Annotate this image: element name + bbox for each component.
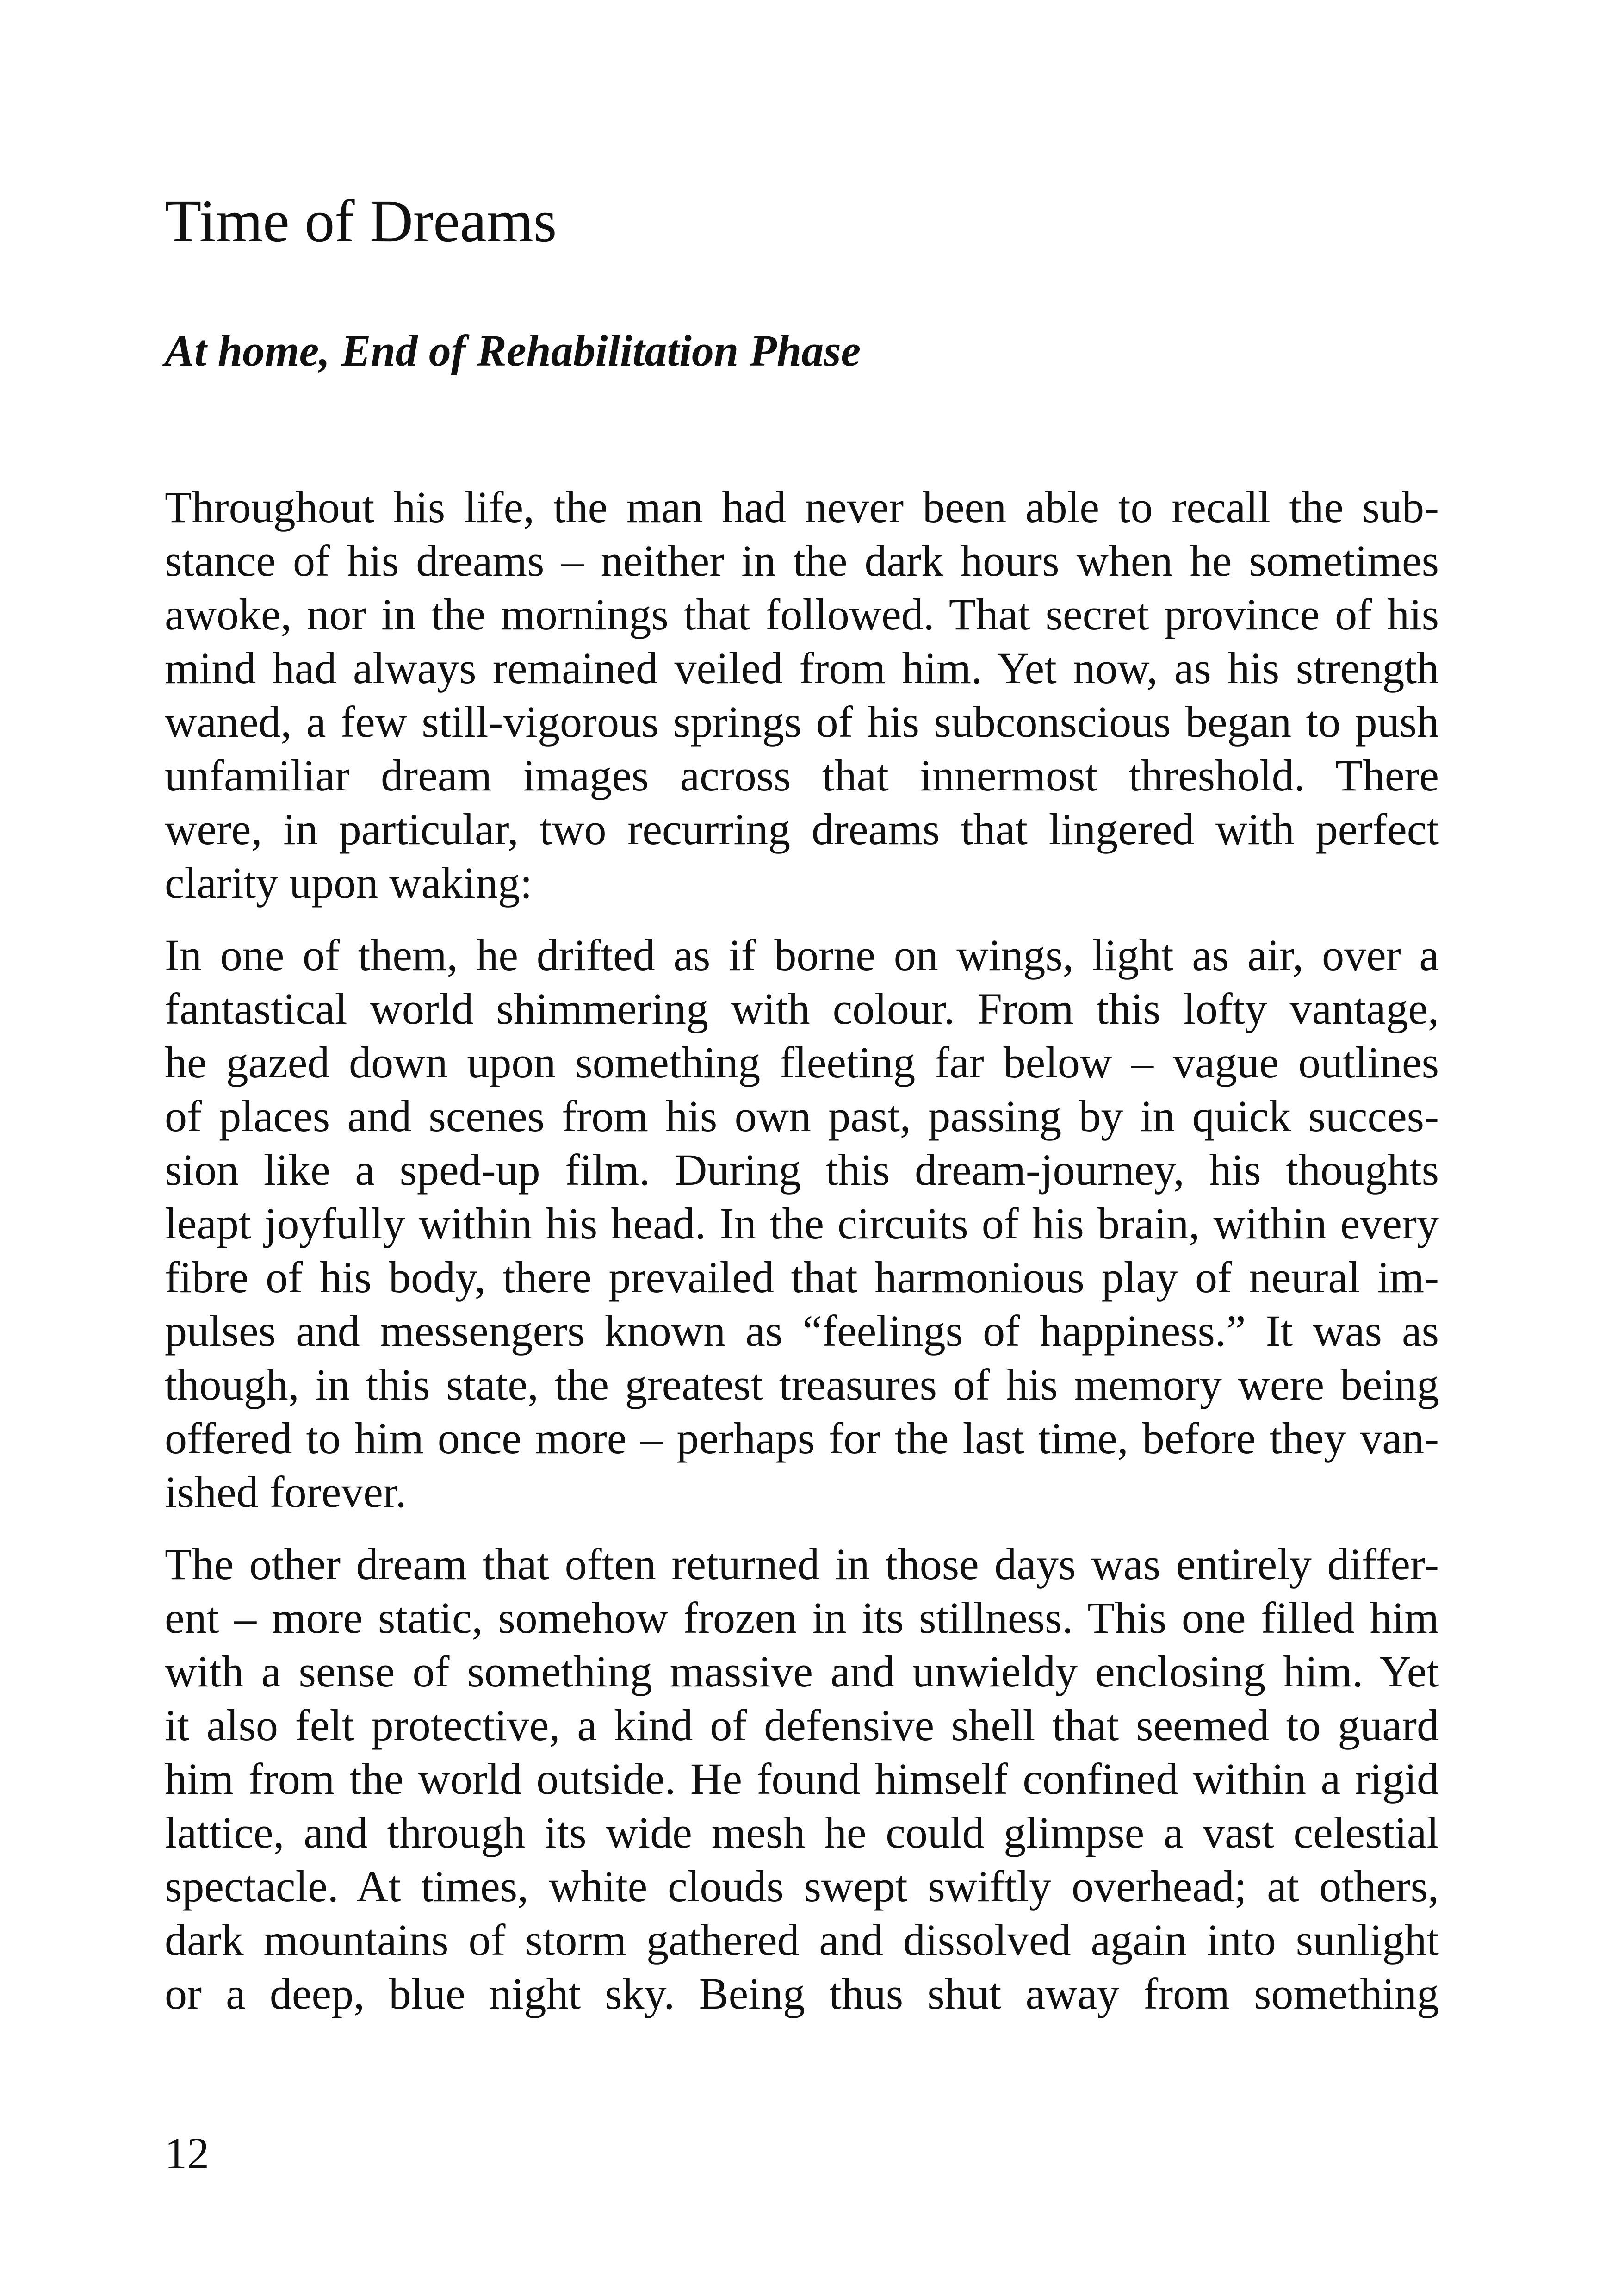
text-line: awoke, nor in the mornings that followed. That secret province of his	[165, 590, 1439, 639]
text-line: ent – more static, somehow frozen in its stillness. This one filled him	[165, 1593, 1439, 1643]
text-line: or a deep, blue night sky. Being thus shut away from something	[165, 1969, 1439, 2018]
text-line: leapt joyfully within his head. In the circuits of his brain, within every	[165, 1199, 1439, 1248]
text-line: waned, a few still-vigorous springs of his subconscious began to push	[165, 697, 1439, 747]
text-line: offered to him once more – perhaps for the last time, before they van-	[165, 1413, 1439, 1463]
text-line: clarity upon waking:	[165, 858, 533, 908]
text-line: lattice, and through its wide mesh he could glimpse a vast celestial	[165, 1808, 1439, 1857]
text-line: with a sense of something massive and unwieldy enclosing him. Yet	[165, 1647, 1439, 1696]
chapter-title: Time of Dreams	[165, 188, 557, 255]
text-line: were, in particular, two recurring dreams that lingered with perfect	[165, 804, 1439, 854]
paragraph	[165, 1537, 1439, 2021]
paragraph	[165, 928, 1439, 1519]
text-line: pulses and messengers known as “feelings of happiness.” It was as	[165, 1306, 1439, 1356]
text-line: mind had always remained veiled from him. Yet now, as his strength	[165, 643, 1439, 693]
chapter-subtitle: At home, End of Rehabilitation Phase	[165, 326, 861, 375]
text-line: Throughout his life, the man had never been able to recall the sub-	[165, 482, 1439, 532]
text-line: spectacle. At times, white clouds swept swiftly overhead; at others,	[165, 1861, 1439, 1911]
text-line: stance of his dreams – neither in the dark hours when he sometimes	[165, 536, 1439, 585]
text-line: though, in this state, the greatest treasures of his memory were being	[165, 1360, 1439, 1409]
text-line: fibre of his body, there prevailed that harmonious play of neural im-	[165, 1252, 1439, 1302]
body-text	[165, 480, 1439, 2039]
text-line: sion like a sped-up film. During this dream-journey, his thoughts	[165, 1145, 1439, 1195]
text-line: In one of them, he drifted as if borne on wings, light as air, over a	[165, 930, 1439, 980]
text-line: him from the world outside. He found himself confined within a rigid	[165, 1754, 1439, 1804]
text-line: it also felt protective, a kind of defensive shell that seemed to guard	[165, 1700, 1439, 1750]
paragraph	[165, 480, 1439, 910]
text-line: unfamiliar dream images across that innermost threshold. There	[165, 751, 1439, 800]
text-line: he gazed down upon something fleeting far below – vague outlines	[165, 1038, 1439, 1087]
text-line: The other dream that often returned in those days was entirely differ-	[165, 1539, 1439, 1589]
page-number: 12	[165, 2128, 209, 2178]
text-line: fantastical world shimmering with colour. From this lofty vantage,	[165, 984, 1439, 1033]
text-line: of places and scenes from his own past, passing by in quick succes-	[165, 1091, 1439, 1141]
text-line: ished forever.	[165, 1467, 407, 1517]
text-line: dark mountains of storm gathered and dissolved again into sunlight	[165, 1915, 1439, 1965]
